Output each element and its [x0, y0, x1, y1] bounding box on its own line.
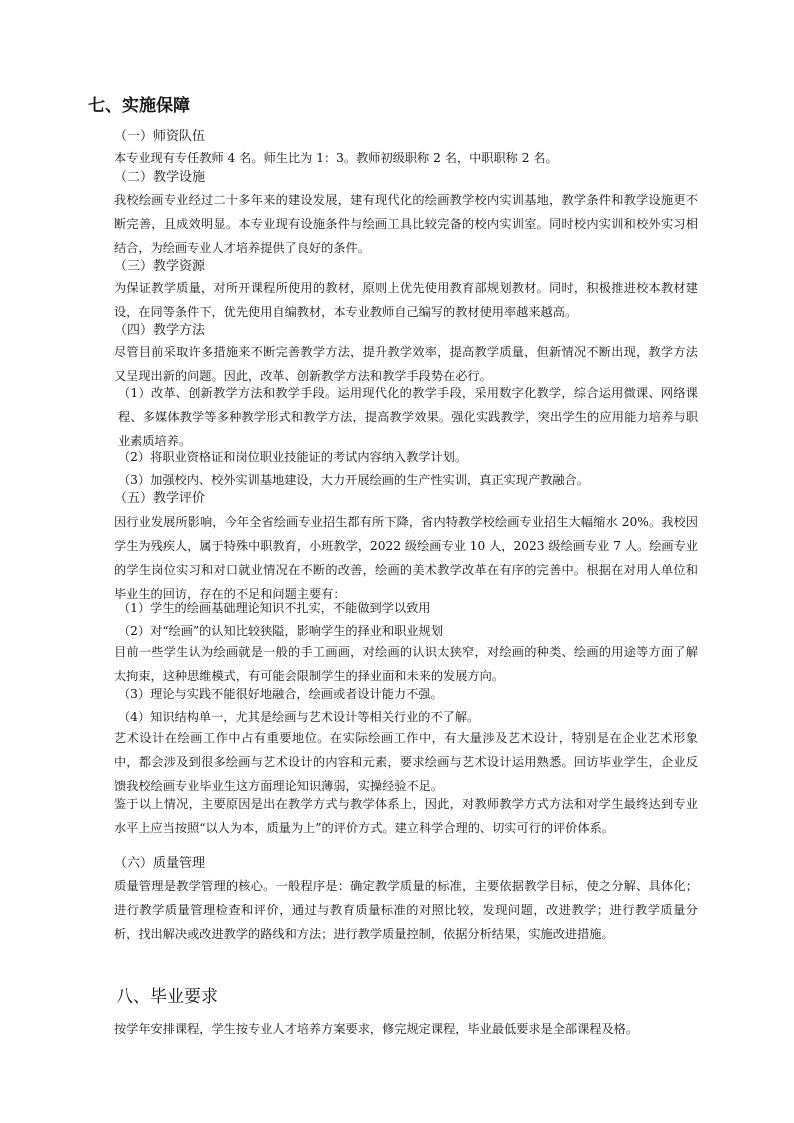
subsection-5-item-2-detail: 目前一些学生认为绘画就是一般的手工画画，对绘画的认识太狭窄，对绘画的种类、绘画的用途等方面了解太拘束，这种思维模式，有可能会限制学生的择业面和未来的发展方向。 — [114, 645, 698, 683]
subsection-5-item-3: （3）理论与实践不能很好地融合，绘画或者设计能力不强。 — [118, 687, 443, 701]
subsection-5-paragraph-2: 艺术设计在绘画工作中占有重要地位。在实际绘画工作中，有大量涉及艺术设计，特别是在企业艺术形象中，都会涉及到很多绘画与艺术设计的内容和元素，要求绘画与艺术设计运用熟悉。回访毕业学生，企业反馈我校绘画专业毕业生这方面理论知识薄弱，实操经验不足。 — [114, 731, 698, 793]
subsection-3-text: 为保证教学质量，对所开课程所使用的教材，原则上优先使用教育部规划教材。同时，积极推进校本教材建设，在同等条件下，优先使用自编教材，本专业教师自己编写的教材使用率越来越高。 — [114, 281, 698, 319]
subsection-2-text: 我校绘画专业经过二十多年来的建设发展，建有现代化的绘画教学校内实训基地，教学条件和教学设施更不断完善，且成效明显。本专业现有设施条件与绘画工具比较完备的校内实训室。同时校内实训和校外实习相结合，为绘画专业人才培养提供了良好的条件。 — [114, 193, 698, 255]
subsection-4-item-3: （3）加强校内、校外实训基地建设，大力开展绘画的生产性实训，真正实现产教融合。 — [118, 473, 589, 487]
subsection-3-heading: （三）教学资源 — [114, 259, 206, 274]
subsection-5-text: 因行业发展所影响，今年全省绘画专业招生都有所下降，省内特教学校绘画专业招生大幅缩水 20%。我校因学生为残疾人，属于特殊中职教育，小班教学，2022 级绘画专业 10 人，2023 级绘画专业 7 人。绘画专业的学生岗位实习和对口就业情况在不断的改善，绘画的美术教学改革在有序的完善中。根据在对用人单位和毕业生的回访，存在的不足和问题主要有： — [114, 515, 698, 601]
subsection-5-paragraph-3: 鉴于以上情况，主要原因是出在教学方式与教学体系上，因此，对教师教学方式方法和对学生最终达到专业水平上应当按照“以人为本，质量为上”的评价方式。建立科学合理的、切实可行的评价体系。 — [114, 797, 698, 835]
subsection-5-item-1: （1）学生的绘画基础理论知识不扎实，不能做到学以致用 — [118, 601, 431, 615]
subsection-6-heading: （六）质量管理 — [114, 856, 206, 871]
subsection-4-item-1: （1）改革、创新教学方法和教学手段。运用现代化的教学手段，采用数字化教学，综合运用微课、网络课程、多媒体教学等多种教学形式和教学方法，提高教学效果。强化实践教学，突出学生的应用能力培养与职业素质培养。 — [118, 386, 698, 448]
subsection-5-item-4: （4）知识结构单一，尤其是绘画与艺术设计等相关行业的不了解。 — [118, 710, 480, 724]
subsection-4-item-2: （2）将职业资格证和岗位职业技能证的考试内容纳入教学计划。 — [118, 450, 468, 464]
subsection-1-heading: （一）师资队伍 — [114, 129, 206, 144]
subsection-5-item-2: （2）对“绘画”的认知比较狭隘，影响学生的择业和职业规划 — [118, 624, 443, 638]
subsection-4-heading: （四）教学方法 — [114, 323, 206, 338]
subsection-4-text: 尽管目前采取许多措施来不断完善教学方法，提升教学效率，提高教学质量，但新情况不断出现，教学方法又呈现出新的问题。因此，改革、创新教学方法和教学手段势在必行。 — [114, 345, 698, 383]
section-7-title: 七、实施保障 — [88, 96, 190, 116]
subsection-1-text: 本专业现有专任教师 4 名。师生比为 1：3。教师初级职称 2 名，中职职称 2 名。 — [114, 151, 558, 165]
subsection-6-text: 质量管理是教学管理的核心。一般程序是：确定教学质量的标准，主要依据教学目标，使之分解、具体化；进行教学质量管理检查和评价，通过与教育质量标准的对照比较，发现问题，改进教学；进行教学质量分析，找出解决或改进教学的路线和方法；进行教学质量控制，依据分析结果，实施改进措施。 — [114, 879, 698, 941]
subsection-2-heading: （二）教学设施 — [114, 170, 206, 185]
section-8-title: 八、毕业要求 — [116, 987, 218, 1007]
subsection-5-heading: （五）教学评价 — [114, 491, 206, 506]
section-8-text: 按学年安排课程，学生按专业人才培养方案要求，修完规定课程，毕业最低要求是全部课程及格。 — [114, 1022, 639, 1036]
